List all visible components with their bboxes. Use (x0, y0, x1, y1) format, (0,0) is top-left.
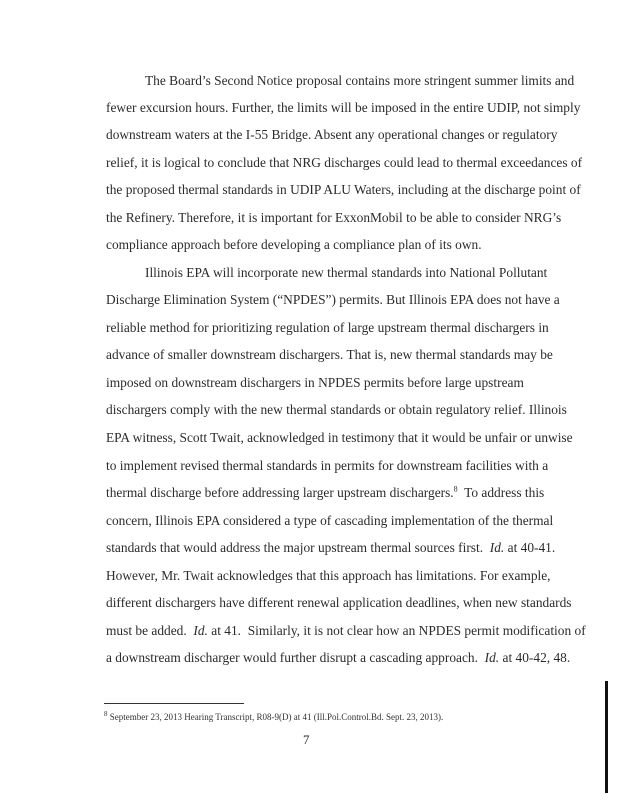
body-text-line: different dischargers have different renewal application deadlines, when new standards (106, 595, 572, 610)
body-text-line: dischargers comply with the new thermal standards or obtain regulatory relief. Illinois (106, 402, 567, 417)
body-text-line: to implement revised thermal standards in permits for downstream facilities with a (106, 458, 549, 473)
body-text-line: fewer excursion hours. Further, the limits will be imposed in the entire UDIP, not simply (106, 100, 581, 115)
footnote (104, 712, 443, 723)
body-text-segment: must be added. (106, 623, 194, 638)
footnote-reference[interactable]: 8 (453, 484, 458, 494)
body-text-line (106, 485, 544, 501)
page-number: 7 (303, 732, 310, 747)
body-text-line: downstream waters at the I-55 Bridge. Absent any operational changes or regulatory (106, 127, 558, 142)
body-text-line: Illinois EPA will incorporate new thermal standards into National Pollutant (145, 265, 548, 280)
footnote-divider (104, 703, 244, 704)
body-text-line: the Refinery. Therefore, it is important for ExxonMobil to be able to consider NRG’s (106, 210, 562, 225)
body-text-line (106, 623, 586, 639)
body-text-segment: at 40-42, 48. (499, 650, 571, 665)
body-text-line (106, 650, 570, 666)
body-text-line: reliable method for prioritizing regulation of large upstream thermal dischargers in (106, 320, 549, 335)
citation-id: Id. (193, 623, 208, 638)
scan-edge-mark (605, 681, 608, 793)
footnote-number: 8 (104, 710, 108, 718)
body-text-line: The Board’s Second Notice proposal contains more stringent summer limits and (145, 73, 575, 88)
body-text-segment: at 40-41. (504, 540, 556, 555)
body-text-line: imposed on downstream dischargers in NPDES permits before large upstream (106, 375, 524, 390)
body-text-line: Discharge Elimination System (“NPDES”) permits. But Illinois EPA does not have a (106, 292, 560, 307)
body-text-line: relief, it is logical to conclude that NRG discharges could lead to thermal exceedances of (106, 155, 583, 170)
body-text-line: advance of smaller downstream dischargers. That is, new thermal standards may be (106, 347, 553, 362)
body-text-segment: standards that would address the major upstream thermal sources first. (106, 540, 490, 555)
body-text-segment: a downstream discharger would further disrupt a cascading approach. (106, 650, 485, 665)
body-text-segment: To address this (457, 485, 545, 500)
body-text-line: compliance approach before developing a compliance plan of its own. (106, 237, 482, 252)
body-text-line: concern, Illinois EPA considered a type of cascading implementation of the thermal (106, 513, 554, 528)
citation-id: Id. (489, 540, 505, 555)
body-text-segment: thermal discharge before addressing larger upstream dischargers. (106, 485, 454, 500)
footnote-text: September 23, 2013 Hearing Transcript, R08-9(D) at 41 (Ill.Pol.Control.Bd. Sept. 23, 2013). (107, 712, 444, 722)
body-text-line: the proposed thermal standards in UDIP ALU Waters, including at the discharge point of (106, 182, 581, 197)
body-text-segment: at 41. Similarly, it is not clear how an NPDES permit modification of (207, 623, 586, 638)
body-text-line (106, 540, 555, 556)
body-text-line: EPA witness, Scott Twait, acknowledged in testimony that it would be unfair or unwise (106, 430, 573, 445)
body-text-line: However, Mr. Twait acknowledges that this approach has limitations. For example, (106, 568, 551, 583)
citation-id: Id. (484, 650, 500, 665)
